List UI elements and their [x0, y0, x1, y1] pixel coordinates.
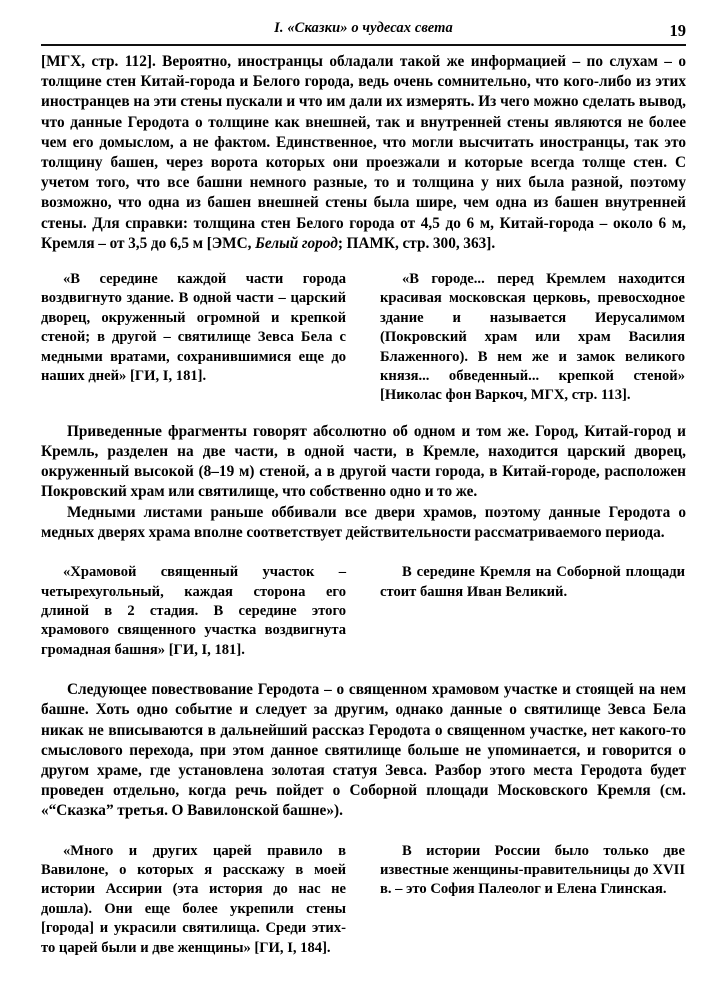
quote-2-right-text: В середине Кремля на Соборной площади стоит башня Иван Великий.	[380, 564, 685, 600]
quote-2-left-text: «Храмовой священный участок – четырехугольный, каждая сторона его длиной в 2 стадия. В середине этого храмового священного участка воздвигнута громадная башня» [ГИ, I, 181].	[41, 564, 346, 658]
quote-block-3-left-column	[41, 842, 346, 958]
quote-block-3	[41, 842, 686, 958]
paragraph-1	[41, 52, 686, 254]
paragraph-1-tail: ; ПАМК, стр. 300, 363].	[337, 234, 496, 252]
paragraph-1-text: [МГХ, стр. 112]. Вероятно, иностранцы обладали такой же информацией – по слухам – о толщине стен Китай-города и Белого города, ведь очень сомнительно, что кого-либо из этих иностранцев на эти стены пускали и что им дали их измерять. Из чего можно сделать вывод, что данные Геродота о толщине как внешней, так и внутренней стены являются не более чем его домыслом, а не фактом. Единственное, что могли высчитать иностранцы, так это толщину башен, через ворота которых они проезжали и которые всегда толще стен. С учетом того, что все башни немного разные, то и толщина у них была разной, поэтому возможно, что одна из башен внешней стены была шире, чем одна из башен внутренней стены. Для справки: толщина стен Белого города от 4,5 до 6 м, Китай-города – около 6 м, Кремля – от 3,5 до 6,5 м [ЭМС,	[41, 53, 686, 252]
quote-1-right-text: «В городе... перед Кремлем находится красивая московская церковь, превосходное здание и называется Иерусалимом (Покровский храм или храм Василия Блаженного). В нем же и замок великого князя... обведенный... крепкой стеной» [Николас фон Варкоч, МГХ, стр. 113].	[380, 271, 685, 404]
header-rule	[41, 44, 686, 46]
quote-3-right-text: В истории России было только две известные женщины-правительницы до XVII в. – это София Палеолог и Елена Глинская.	[380, 842, 685, 898]
running-head	[41, 20, 686, 46]
paragraph-4: Следующее повествование Геродота – о священном храмовом участке и стоящей на нем башне. Хоть одно событие и следует за другим, однако данные о святилище Зевса Бела никак не вписываются в дальнейший рассказ Геродота о священном участке, нет какого-то смыслового перехода, при этом данное святилище больше не упоминается, и говорится о другом храме, где установлена золотая статуя Зевса. Разбор этого места Геродота будет проведен отдельно, когда речь пойдет о Соборной площади Московского Кремля (см. «“Сказка” третья. О Вавилонской башне»).	[41, 681, 686, 820]
quote-3-left-text: «Много и других царей правило в Вавилоне, о которых я расскажу в моей истории Ассирии (эта история до нас не дошла). Они еще более укрепили стены [города] и украсили святилища. Среди этих-то царей были и две женщины» [ГИ, I, 184].	[41, 842, 346, 956]
spacer-4	[41, 660, 686, 680]
quote-block-2-right-column	[380, 563, 685, 660]
paragraph-1-italic-title: Белый город	[255, 234, 338, 252]
paragraph-2: Приведенные фрагменты говорят абсолютно об одном и том же. Город, Китай-город и Кремль, разделен на две части, в одной части, в Кремле, находится царский дворец, окруженный высокой (8–19 м) стеной, а в другой части города, в Китай-городе, расположен Покровский храм или святилище, что собственно одно и то же.	[41, 422, 686, 501]
quote-block-1-right-column	[380, 270, 685, 406]
spacer-3	[41, 543, 686, 563]
spacer-5	[41, 822, 686, 842]
quote-block-2	[41, 563, 686, 660]
running-head-inner	[41, 20, 686, 40]
quote-block-1	[41, 270, 686, 406]
quote-block-3-right-column	[380, 842, 685, 958]
quote-1-left-text: «В середине каждой части города воздвигнуто здание. В одной части – царский дворец, окруженный огромной и крепкой стеной; в другой – святилище Зевса Бела с медными вратами, сохранившимися еще до наших дней» [ГИ, I, 181].	[41, 271, 346, 385]
running-head-title: I. «Сказки» о чудесах света	[274, 20, 453, 36]
page-number: 19	[669, 21, 686, 40]
spacer-2	[41, 406, 686, 422]
spacer-1	[41, 254, 686, 270]
body-text-column	[41, 52, 686, 958]
quote-block-2-left-column	[41, 563, 346, 660]
quote-block-1-left-column	[41, 270, 346, 406]
paragraph-3: Медными листами раньше оббивали все двери храмов, поэтому данные Геродота о медных дверях храма вполне соответствует действительности рассматриваемого периода.	[41, 503, 686, 541]
